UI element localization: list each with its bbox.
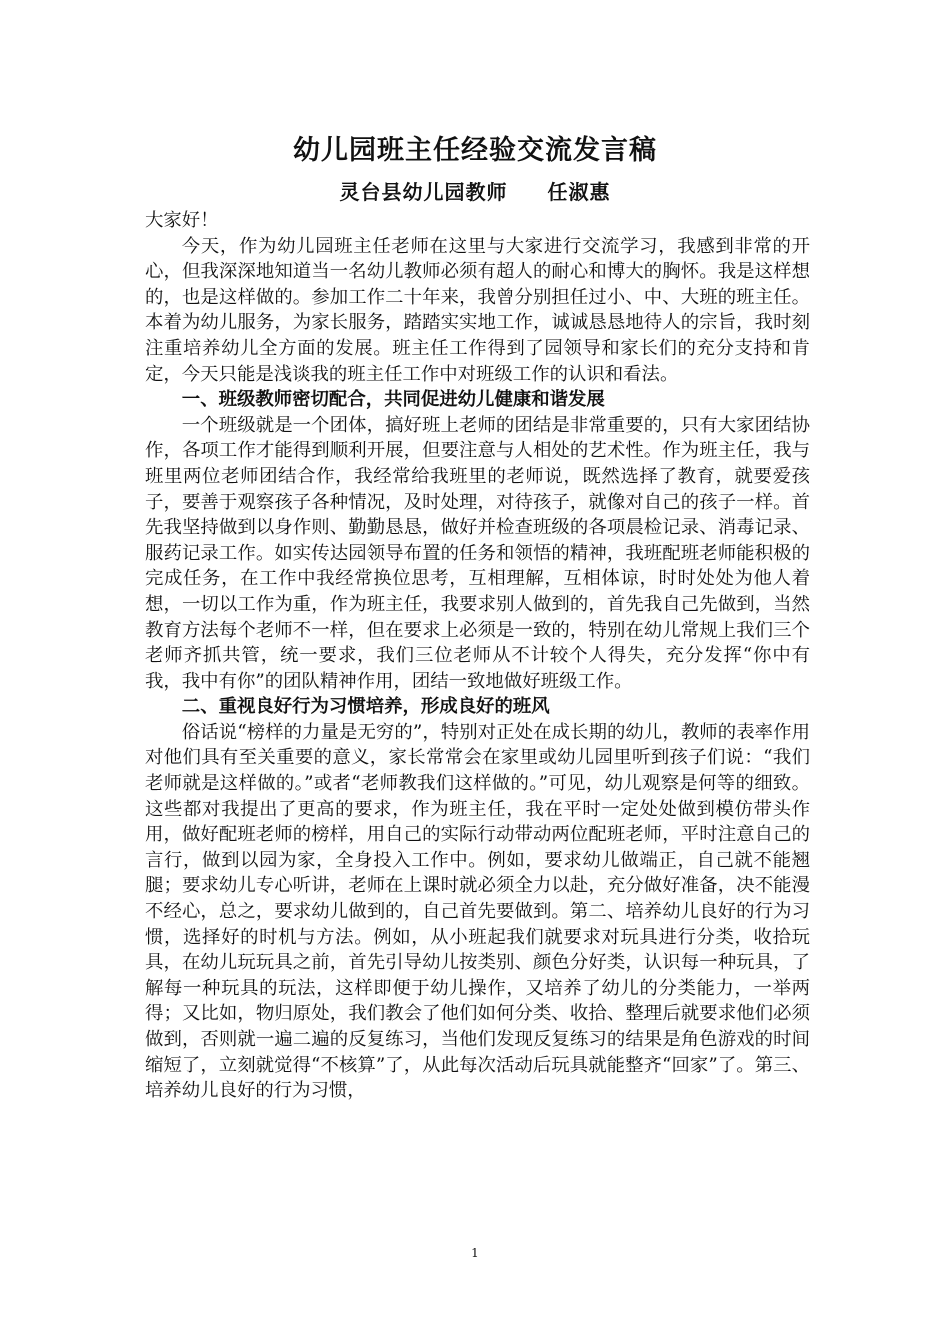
body-paragraph-intro: 今天，作为幼儿园班主任老师在这里与大家进行交流学习，我感到非常的开心，但我深深地知道当一名幼儿教师必须有超人的耐心和博大的胸怀。我是这样想的，也是这样做的。参加工作二十年来，我曾分别担任过小、中、大班的班主任。本着为幼儿服务，为家长服务，踏踏实实地工作，诚诚恳恳地待人的宗旨，我时刻注重培养幼儿全方面的发展。班主任工作得到了园领导和家长们的充分支持和肯定，今天只能是浅谈我的班主任工作中对班级工作的认识和看法。 <box>145 235 810 385</box>
author-unit: 灵台县幼儿园教师 <box>339 180 508 204</box>
author-line <box>0 176 950 205</box>
section-heading-2: 二、重视良好行为习惯培养，形成良好的班风 <box>181 696 550 718</box>
document-title: 幼儿园班主任经验交流发言稿 <box>293 135 657 166</box>
page-number: 1 <box>471 1246 479 1260</box>
body-paragraph-section-2: 俗话说“榜样的力量是无穷的”，特别对正处在成长期的幼儿，教师的表率作用对他们具有至关重要的意义，家长常常会在家里或幼儿园里听到孩子们说：“我们老师就是这样做的。”或者“老师教我们这样做的。”可见，幼儿观察是何等的细致。这些都对我提出了更高的要求，作为班主任，我在平时一定处处做到模仿带头作用，做好配班老师的榜样，用自己的实际行动带动两位配班老师，平时注意自己的言行，做到以园为家，全身投入工作中。例如，要求幼儿做端正，自己就不能翘腿；要求幼儿专心听讲，老师在上课时就必须全力以赴，充分做好准备，决不能漫不经心，总之，要求幼儿做到的，自己首先要做到。第二、培养幼儿良好的行为习惯，选择好的时机与方法。例如，从小班起我们就要求对玩具进行分类，收拾玩具，在幼儿玩玩具之前，首先引导幼儿按类别、颜色分好类，认识每一种玩具，了解每一种玩具的玩法，这样即便于幼儿操作，又培养了幼儿的分类能力，一举两得；又比如，物归原处，我们教会了他们如何分类、收拾、整理后就要求他们必须做到，否则就一遍二遍的反复练习，当他们发现反复练习的结果是角色游戏的时间缩短了，立刻就觉得“不核算”了，从此每次活动后玩具就能整齐“回家”了。第三、培养幼儿良好的行为习惯， <box>145 721 810 1102</box>
section-heading-1: 一、班级教师密切配合，共同促进幼儿健康和谐发展 <box>181 389 605 411</box>
author-name: 任淑惠 <box>547 180 611 204</box>
document-body <box>145 208 810 1104</box>
greeting: 大家好！ <box>145 210 219 231</box>
body-paragraph-section-1: 一个班级就是一个团体，搞好班上老师的团结是非常重要的，只有大家团结协作，各项工作才能得到顺利开展，但要注意与人相处的艺术性。作为班主任，我与班里两位老师团结合作，我经常给我班里的老师说，既然选择了教育，就要爱孩子，要善于观察孩子各种情况，及时处理，对待孩子，就像对自己的孩子一样。首先我坚持做到以身作则、勤勤恳恳，做好并检查班级的各项晨检记录、消毒记录、服药记录工作。如实传达园领导布置的任务和领悟的精神，我班配班老师能积极的完成任务，在工作中我经常换位思考，互相理解，互相体谅，时时处处为他人着想，一切以工作为重，作为班主任，我要求别人做到的，首先我自己先做到，当然教育方法每个老师不一样，但在要求上必须是一致的，特别在幼儿常规上我们三个老师齐抓共管，统一要求，我们三位老师从不计较个人得失，充分发挥“你中有我，我中有你”的团队精神作用，团结一致地做好班级工作。 <box>145 414 810 692</box>
